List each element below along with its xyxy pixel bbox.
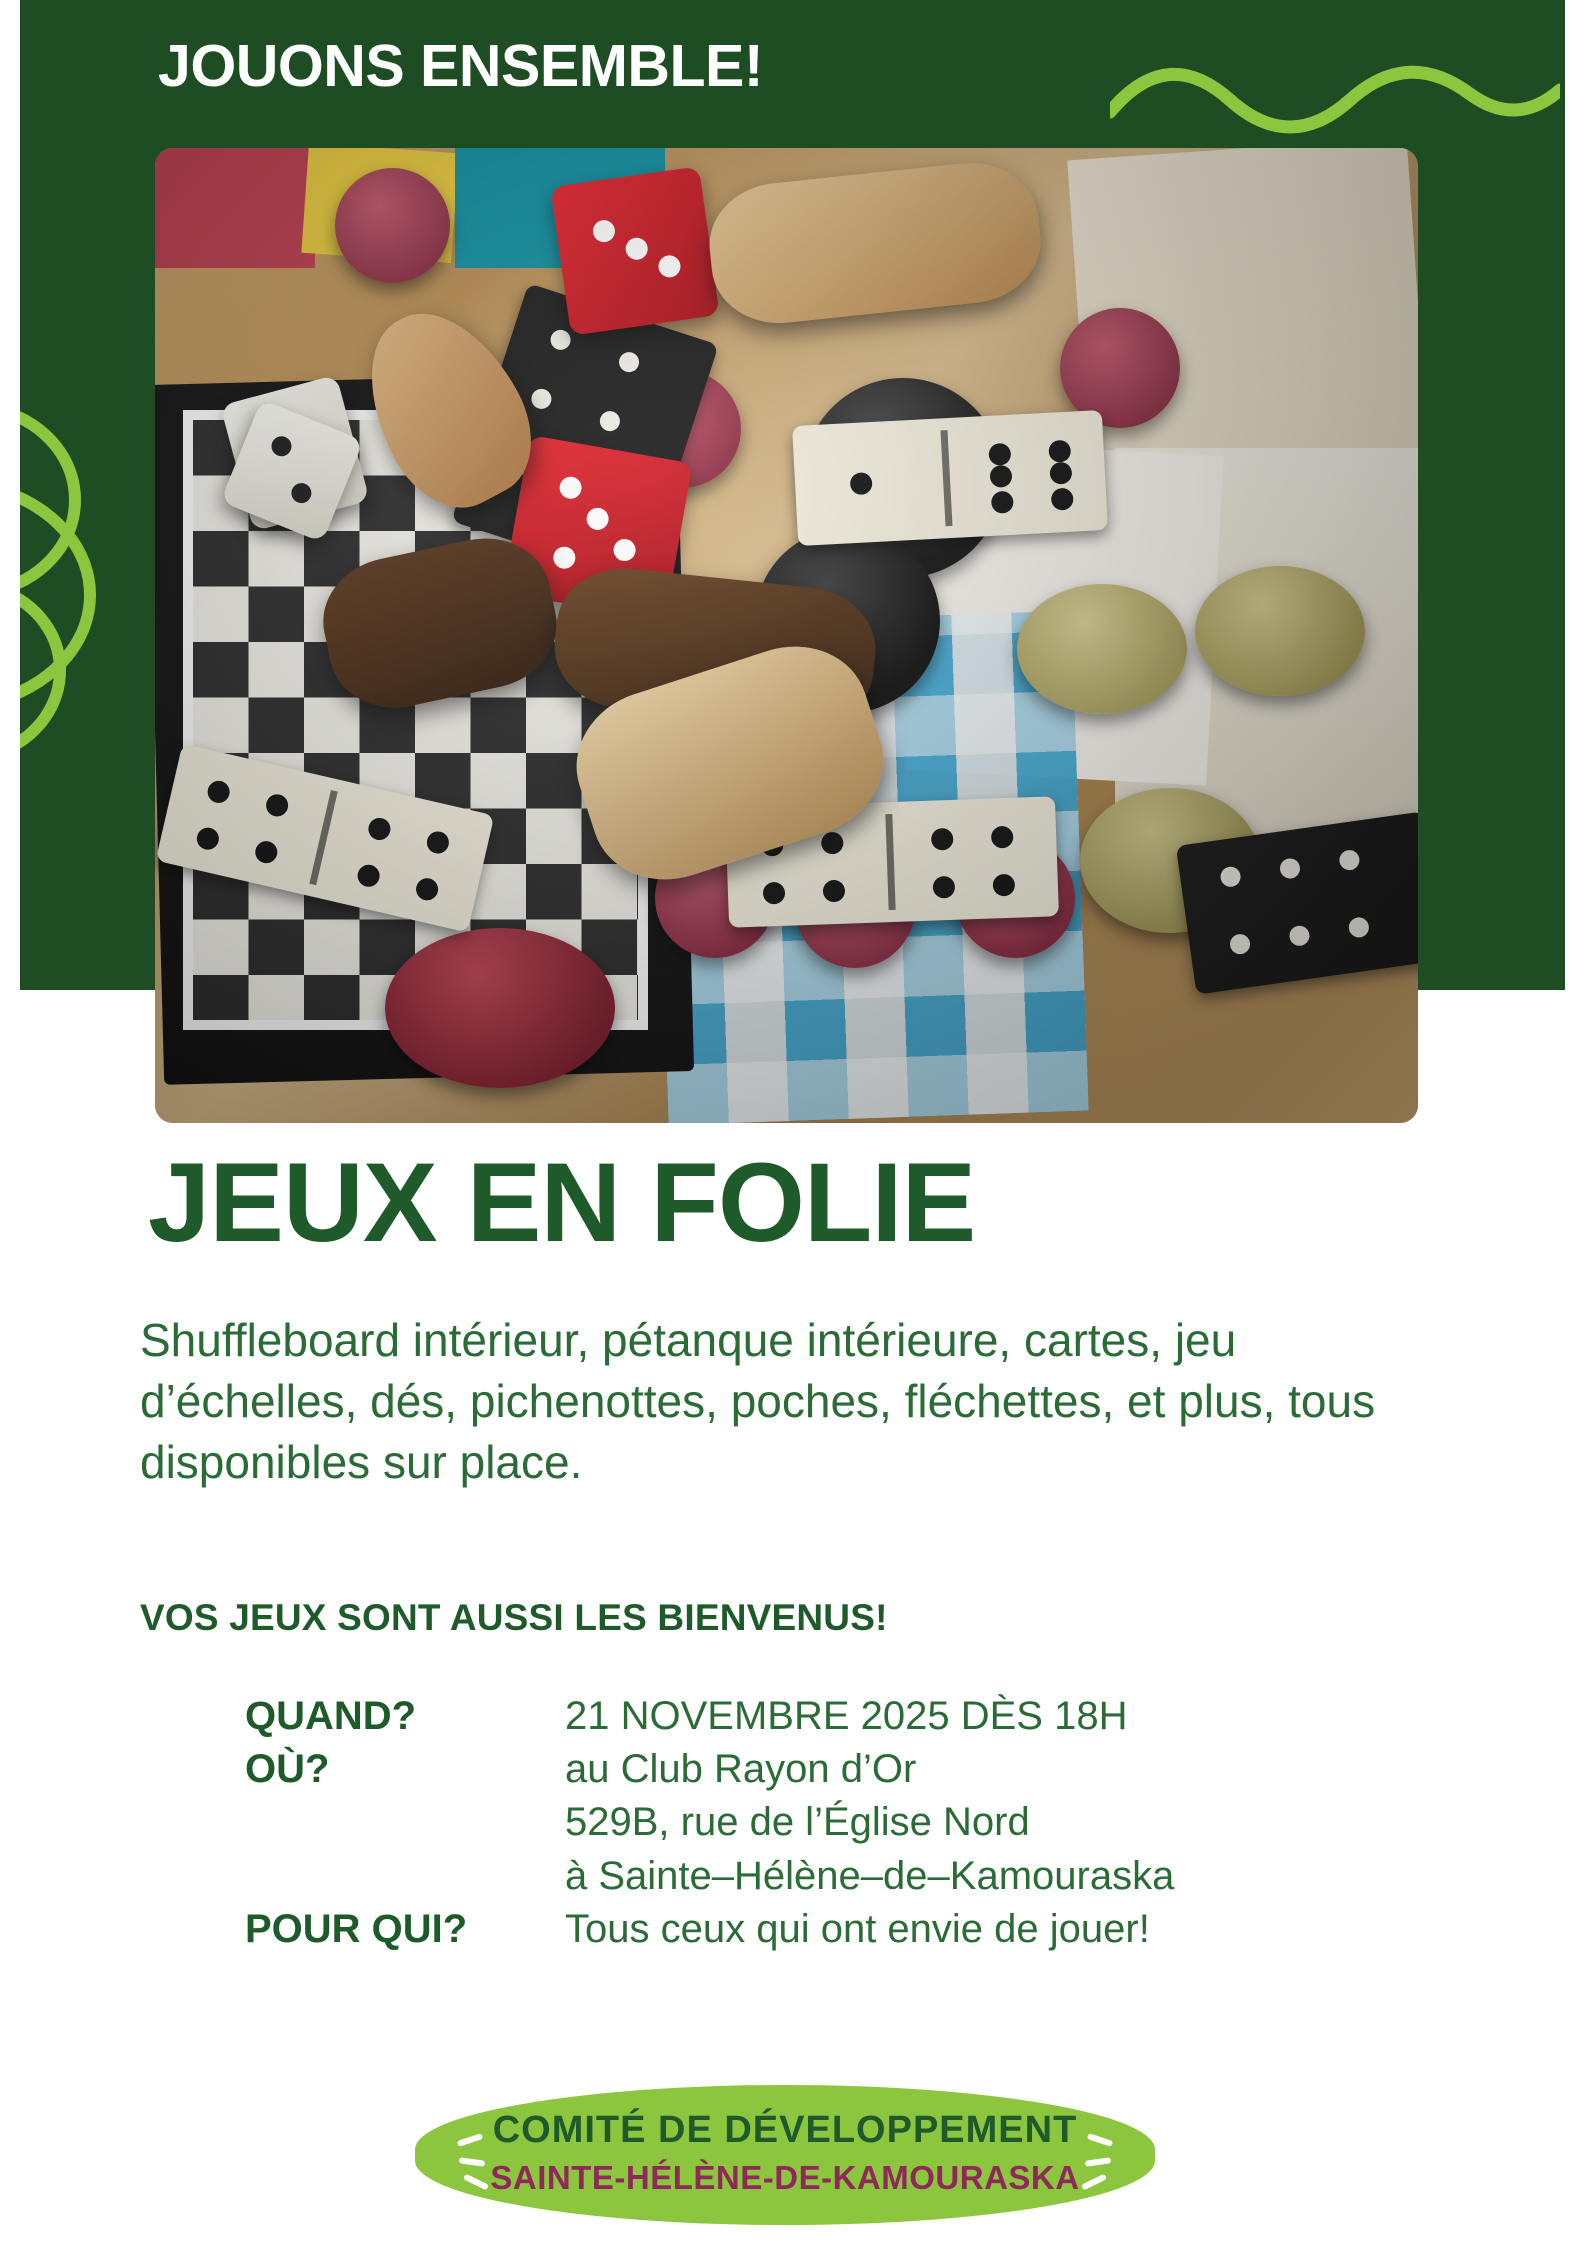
right-white-strip — [1565, 0, 1587, 2245]
detail-value-who — [565, 1903, 1445, 1956]
logo-blob-shape — [415, 2085, 1155, 2225]
poster-kicker: JOUONS ENSEMBLE! — [158, 33, 764, 99]
detail-row-when — [245, 1690, 1445, 1743]
poster-callout: VOS JEUX SONT AUSSI LES BIENVENUS! — [140, 1597, 888, 1638]
detail-line: au Club Rayon d’Or — [565, 1747, 917, 1792]
detail-line: Tous ceux qui ont envie de jouer! — [565, 1906, 1150, 1951]
detail-label-who: POUR QUI? — [245, 1906, 468, 1951]
arcs-decoration-icon — [0, 380, 180, 800]
detail-row-who — [245, 1903, 1445, 1956]
wave-decoration-icon — [1110, 60, 1560, 140]
left-white-strip — [0, 0, 20, 2245]
hero-photo-illustration — [155, 148, 1418, 1123]
hero-photo — [155, 148, 1418, 1123]
detail-label-when: QUAND? — [245, 1694, 417, 1738]
detail-label-where: OÙ? — [245, 1747, 330, 1792]
event-details — [245, 1690, 1445, 1956]
organization-logo — [415, 2085, 1155, 2225]
poster-description: Shuffleboard intérieur, pétanque intérieure, cartes, jeu d’échelles, dés, pichenottes, poches, fléchettes, et plus, tous disponibles sur place. — [140, 1314, 1376, 1489]
logo-line-2: SAINTE-HÉLÈNE-DE-KAMOURASKA — [490, 2159, 1080, 2196]
logo-line-1: COMITÉ DE DÉVELOPPEMENT — [492, 2109, 1078, 2151]
detail-row-where — [245, 1743, 1445, 1903]
detail-line: à Sainte–Hélène–de–Kamouraska — [565, 1853, 1175, 1898]
page-title: JEUX EN FOLIE — [148, 1140, 976, 1265]
detail-value-where — [565, 1743, 1445, 1903]
detail-line: 21 NOVEMBRE 2025 DÈS 18H — [565, 1694, 1128, 1738]
detail-line: 529B, rue de l’Église Nord — [565, 1800, 1030, 1845]
detail-value-when — [565, 1690, 1445, 1743]
